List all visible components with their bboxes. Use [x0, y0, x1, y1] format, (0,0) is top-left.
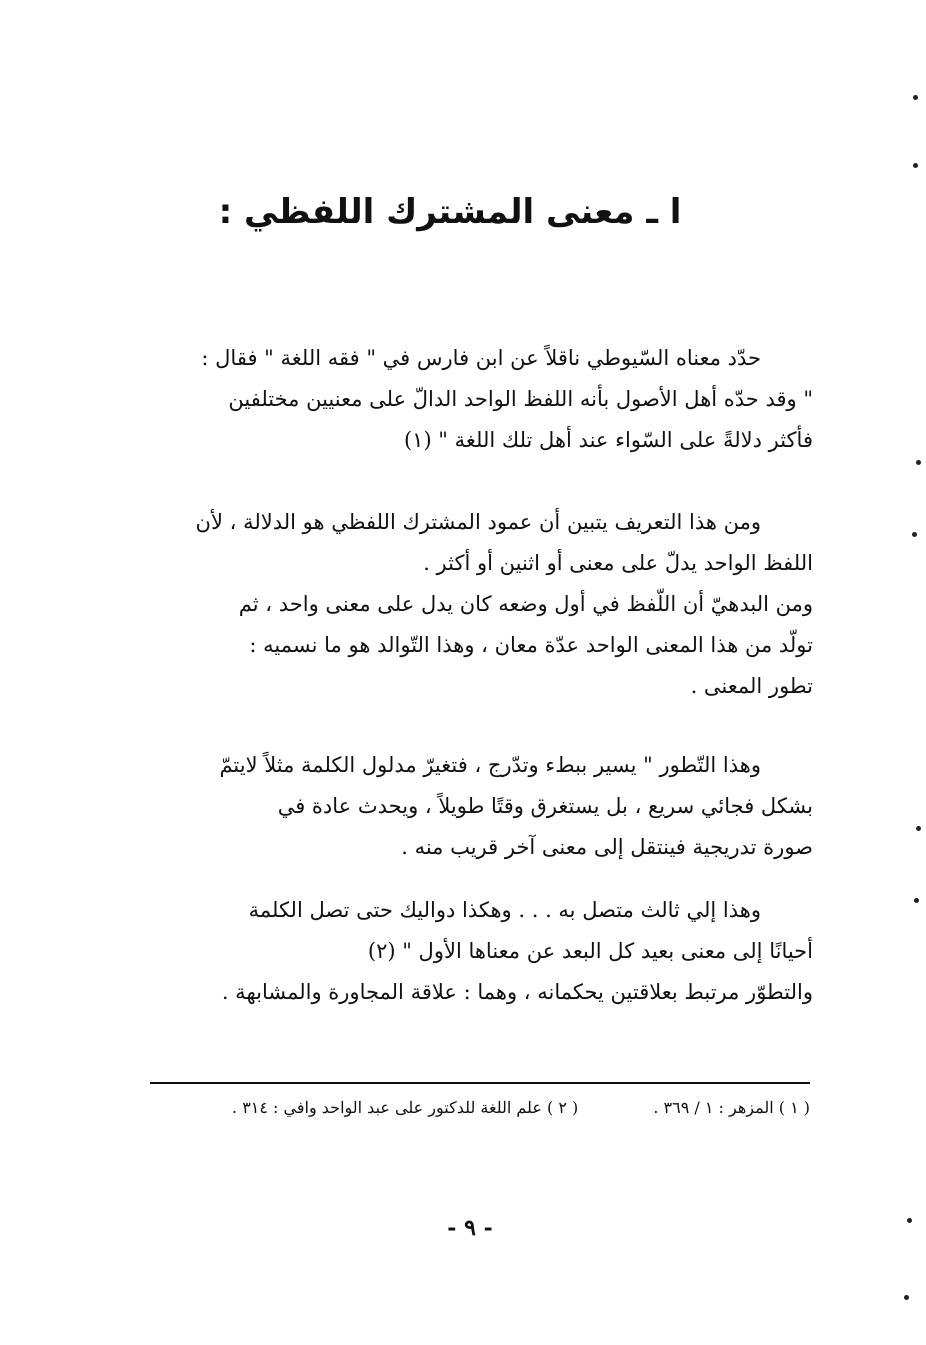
paragraph-2 — [148, 502, 813, 707]
paragraph-line: والتطوّر مرتبط بعلاقتين يحكمانه ، وهما : علاقة المجاورة والمشابهة . — [221, 980, 813, 1004]
paragraph-line: ومن هذا التعريف يتبين أن عمود المشترك اللفظي هو الدلالة ، لأن — [195, 510, 761, 534]
paragraph-line: أحيانًا إلى معنى بعيد كل البعد عن معناها الأول " (٢) — [367, 939, 813, 963]
paragraph-line: بشكل فجائي سريع ، بل يستغرق وقتًا طويلاً ، ويحدث عادة في — [277, 794, 813, 818]
scan-speck — [904, 1295, 909, 1300]
paragraph-4 — [148, 890, 813, 1013]
paragraph-line: وهذا إلي ثالث متصل به . . . وهكذا دواليك حتى تصل الكلمة — [248, 898, 761, 922]
paragraph-3 — [148, 745, 813, 868]
paragraph-line: حدّد معناه السّيوطي ناقلاً عن ابن فارس في " فقه اللغة " فقال : — [201, 346, 761, 370]
paragraph-line: تولّد من هذا المعنى الواحد عدّة معان ، وهذا التّوالد هو ما نسميه : — [249, 633, 813, 657]
paragraph-line: اللفظ الواحد يدلّ على معنى أو اثنين أو أكثر . — [423, 551, 813, 575]
scan-speck — [914, 898, 919, 903]
section-heading: ا ـ معنى المشترك اللفظي : — [218, 192, 682, 232]
scan-speck — [913, 163, 918, 168]
paragraph-line: صورة تدريجية فينتقل إلى معنى آخر قريب منه . — [401, 835, 813, 859]
footnotes — [150, 1098, 810, 1117]
footnote-2: ( ٢ ) علم اللغة للدكتور على عبد الواحد وافي : ٣١٤ . — [232, 1098, 579, 1117]
scan-speck — [916, 826, 921, 831]
paragraph-1 — [148, 338, 813, 461]
footnote-divider — [150, 1082, 810, 1084]
paragraph-line: تطور المعنى . — [690, 674, 813, 698]
scan-speck — [907, 1218, 912, 1223]
paragraph-line: فأكثر دلالةً على السّواء عند أهل تلك اللغة " (١) — [403, 428, 813, 452]
footnote-1: ( ١ ) المزهر : ١ / ٣٦٩ . — [653, 1098, 810, 1117]
page-number: - ٩ - — [447, 1215, 493, 1241]
paragraph-line: وهذا التّطور " يسير ببطء وتدّرج ، فتغيرّ مدلول الكلمة مثلاً لايتمّ — [219, 753, 761, 777]
paragraph-line: ومن البدهيّ أن اللّفظ في أول وضعه كان يدل على معنى واحد ، ثم — [238, 592, 813, 616]
scan-speck — [913, 95, 918, 100]
scan-speck — [912, 532, 917, 537]
paragraph-line: " وقد حدّه أهل الأصول بأنه اللفظ الواحد الدالّ على معنيين مختلفين — [228, 387, 813, 411]
scan-speck — [916, 460, 921, 465]
